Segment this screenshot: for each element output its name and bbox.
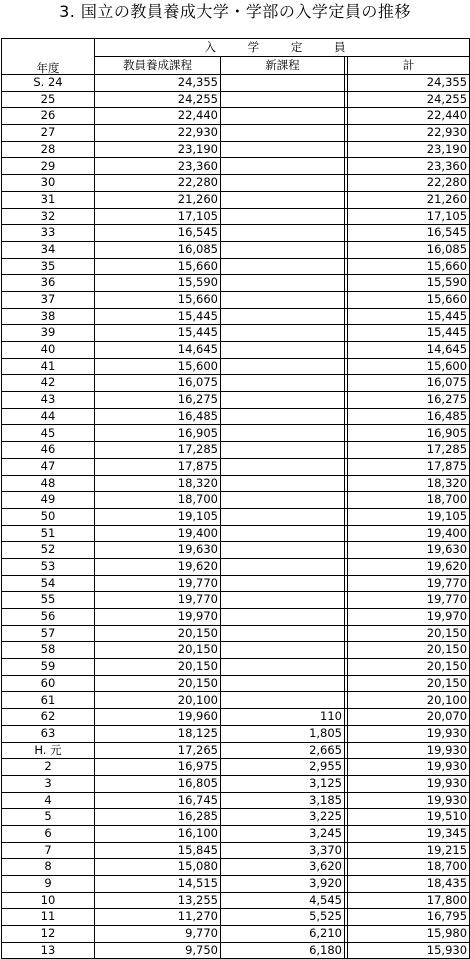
total-cell: 16,905 <box>348 425 470 442</box>
new-course-cell: 3,225 <box>221 809 345 826</box>
new-course-cell <box>221 408 345 425</box>
table-row <box>2 926 470 943</box>
new-course-cell <box>221 208 345 225</box>
year-cell: 25 <box>2 91 95 108</box>
teacher-training-cell: 15,080 <box>95 859 221 876</box>
table-row <box>2 425 470 442</box>
teacher-training-cell: 16,975 <box>95 759 221 776</box>
total-cell: 20,150 <box>348 659 470 676</box>
table-row <box>2 325 470 342</box>
year-cell: 30 <box>2 175 95 192</box>
new-course-cell <box>221 358 345 375</box>
column-header-new-course: 新課程 <box>221 57 345 75</box>
teacher-training-cell: 20,150 <box>95 659 221 676</box>
new-course-cell <box>221 542 345 559</box>
total-cell: 22,440 <box>348 108 470 125</box>
total-cell: 14,645 <box>348 342 470 359</box>
teacher-training-cell: 16,075 <box>95 375 221 392</box>
table-row <box>2 342 470 359</box>
teacher-training-cell: 14,645 <box>95 342 221 359</box>
total-cell: 19,770 <box>348 592 470 609</box>
year-cell: 62 <box>2 709 95 726</box>
teacher-training-cell: 20,100 <box>95 692 221 709</box>
teacher-training-cell: 20,150 <box>95 675 221 692</box>
table-row <box>2 275 470 292</box>
total-cell: 15,445 <box>348 308 470 325</box>
year-cell: 36 <box>2 275 95 292</box>
year-cell: 55 <box>2 592 95 609</box>
teacher-training-cell: 16,275 <box>95 392 221 409</box>
total-cell: 20,150 <box>348 625 470 642</box>
new-course-cell <box>221 258 345 275</box>
year-cell: S. 24 <box>2 75 95 92</box>
total-cell: 20,100 <box>348 692 470 709</box>
table-row <box>2 442 470 459</box>
new-course-cell: 4,545 <box>221 892 345 909</box>
year-cell: 54 <box>2 575 95 592</box>
total-cell: 24,355 <box>348 75 470 92</box>
new-course-cell <box>221 609 345 626</box>
enrollment-table <box>1 38 470 959</box>
teacher-training-cell: 17,875 <box>95 458 221 475</box>
new-course-cell <box>221 659 345 676</box>
new-course-cell <box>221 392 345 409</box>
year-cell: 29 <box>2 158 95 175</box>
teacher-training-cell: 24,255 <box>95 91 221 108</box>
column-header-total: 計 <box>348 57 470 75</box>
new-course-cell <box>221 141 345 158</box>
teacher-training-cell: 19,960 <box>95 709 221 726</box>
total-cell: 16,085 <box>348 241 470 258</box>
teacher-training-cell: 15,660 <box>95 291 221 308</box>
year-cell: 9 <box>2 876 95 893</box>
new-course-cell <box>221 575 345 592</box>
new-course-cell: 110 <box>221 709 345 726</box>
total-cell: 15,980 <box>348 926 470 943</box>
new-course-cell <box>221 642 345 659</box>
new-course-cell <box>221 108 345 125</box>
new-course-cell: 3,370 <box>221 842 345 859</box>
year-cell: 11 <box>2 909 95 926</box>
table-row <box>2 892 470 909</box>
year-cell: 49 <box>2 492 95 509</box>
total-cell: 19,930 <box>348 759 470 776</box>
total-cell: 15,445 <box>348 325 470 342</box>
new-course-cell: 6,210 <box>221 926 345 943</box>
table-row <box>2 508 470 525</box>
table-row <box>2 792 470 809</box>
teacher-training-cell: 9,770 <box>95 926 221 943</box>
total-cell: 19,930 <box>348 725 470 742</box>
new-course-cell <box>221 375 345 392</box>
year-cell: 37 <box>2 291 95 308</box>
total-cell: 16,485 <box>348 408 470 425</box>
year-cell: 12 <box>2 926 95 943</box>
table-row <box>2 392 470 409</box>
year-cell: 6 <box>2 825 95 842</box>
teacher-training-cell: 22,440 <box>95 108 221 125</box>
teacher-training-cell: 17,265 <box>95 742 221 759</box>
total-cell: 16,275 <box>348 392 470 409</box>
total-cell: 15,930 <box>348 942 470 959</box>
total-cell: 19,215 <box>348 842 470 859</box>
year-cell: 46 <box>2 442 95 459</box>
table-row <box>2 709 470 726</box>
new-course-cell: 3,245 <box>221 825 345 842</box>
year-cell: H. 元 <box>2 742 95 759</box>
total-cell: 20,070 <box>348 709 470 726</box>
total-cell: 19,620 <box>348 558 470 575</box>
new-course-cell <box>221 308 345 325</box>
table-row <box>2 525 470 542</box>
total-cell: 19,930 <box>348 742 470 759</box>
teacher-training-cell: 14,515 <box>95 876 221 893</box>
teacher-training-cell: 23,360 <box>95 158 221 175</box>
new-course-cell <box>221 241 345 258</box>
page-title: 3. 国立の教員養成大学・学部の入学定員の推移 <box>59 2 411 21</box>
teacher-training-cell: 17,285 <box>95 442 221 459</box>
table-row <box>2 859 470 876</box>
new-course-cell <box>221 275 345 292</box>
teacher-training-cell: 19,105 <box>95 508 221 525</box>
table-body <box>2 75 470 959</box>
new-course-cell <box>221 675 345 692</box>
total-cell: 20,150 <box>348 675 470 692</box>
teacher-training-cell: 16,905 <box>95 425 221 442</box>
total-cell: 21,260 <box>348 191 470 208</box>
teacher-training-cell: 19,630 <box>95 542 221 559</box>
year-cell: 41 <box>2 358 95 375</box>
year-cell: 5 <box>2 809 95 826</box>
total-cell: 22,930 <box>348 125 470 142</box>
table-row <box>2 825 470 842</box>
total-cell: 19,630 <box>348 542 470 559</box>
year-cell: 45 <box>2 425 95 442</box>
teacher-training-cell: 20,150 <box>95 625 221 642</box>
teacher-training-cell: 24,355 <box>95 75 221 92</box>
teacher-training-cell: 18,125 <box>95 725 221 742</box>
table-row <box>2 775 470 792</box>
table-row <box>2 108 470 125</box>
year-cell: 57 <box>2 625 95 642</box>
new-course-cell: 6,180 <box>221 942 345 959</box>
teacher-training-cell: 15,445 <box>95 325 221 342</box>
teacher-training-cell: 17,105 <box>95 208 221 225</box>
total-cell: 19,970 <box>348 609 470 626</box>
new-course-cell <box>221 175 345 192</box>
total-cell: 17,800 <box>348 892 470 909</box>
total-cell: 23,360 <box>348 158 470 175</box>
new-course-cell: 3,620 <box>221 859 345 876</box>
total-cell: 24,255 <box>348 91 470 108</box>
teacher-training-cell: 16,085 <box>95 241 221 258</box>
table-row <box>2 575 470 592</box>
new-course-cell <box>221 508 345 525</box>
table-row <box>2 125 470 142</box>
table-row <box>2 876 470 893</box>
table-row <box>2 258 470 275</box>
teacher-training-cell: 22,280 <box>95 175 221 192</box>
year-cell: 56 <box>2 609 95 626</box>
teacher-training-cell: 16,545 <box>95 225 221 242</box>
table-row <box>2 742 470 759</box>
year-cell: 8 <box>2 859 95 876</box>
year-cell: 52 <box>2 542 95 559</box>
year-cell: 43 <box>2 392 95 409</box>
total-cell: 17,105 <box>348 208 470 225</box>
year-cell: 61 <box>2 692 95 709</box>
teacher-training-cell: 16,805 <box>95 775 221 792</box>
total-cell: 16,795 <box>348 909 470 926</box>
year-cell: 47 <box>2 458 95 475</box>
new-course-cell <box>221 225 345 242</box>
new-course-cell <box>221 475 345 492</box>
year-cell: 4 <box>2 792 95 809</box>
table-row <box>2 609 470 626</box>
total-cell: 17,285 <box>348 442 470 459</box>
total-cell: 19,400 <box>348 525 470 542</box>
year-cell: 27 <box>2 125 95 142</box>
new-course-cell: 5,525 <box>221 909 345 926</box>
new-course-cell <box>221 342 345 359</box>
table-row <box>2 842 470 859</box>
year-cell: 44 <box>2 408 95 425</box>
total-cell: 19,345 <box>348 825 470 842</box>
teacher-training-cell: 19,970 <box>95 609 221 626</box>
year-cell: 32 <box>2 208 95 225</box>
table-row <box>2 458 470 475</box>
total-cell: 22,280 <box>348 175 470 192</box>
teacher-training-cell: 15,600 <box>95 358 221 375</box>
table-row <box>2 158 470 175</box>
table-row <box>2 208 470 225</box>
new-course-cell <box>221 425 345 442</box>
table-row <box>2 692 470 709</box>
total-cell: 17,875 <box>348 458 470 475</box>
year-cell: 60 <box>2 675 95 692</box>
year-cell: 26 <box>2 108 95 125</box>
teacher-training-cell: 19,770 <box>95 592 221 609</box>
new-course-cell <box>221 191 345 208</box>
year-cell: 42 <box>2 375 95 392</box>
new-course-cell <box>221 325 345 342</box>
table-row <box>2 408 470 425</box>
new-course-cell: 1,805 <box>221 725 345 742</box>
year-cell: 2 <box>2 759 95 776</box>
total-cell: 15,660 <box>348 291 470 308</box>
total-cell: 16,545 <box>348 225 470 242</box>
teacher-training-cell: 21,260 <box>95 191 221 208</box>
teacher-training-cell: 16,745 <box>95 792 221 809</box>
new-course-cell <box>221 692 345 709</box>
total-cell: 19,930 <box>348 792 470 809</box>
teacher-training-cell: 18,700 <box>95 492 221 509</box>
teacher-training-cell: 22,930 <box>95 125 221 142</box>
table-row <box>2 675 470 692</box>
table-row <box>2 625 470 642</box>
year-cell: 39 <box>2 325 95 342</box>
total-cell: 15,590 <box>348 275 470 292</box>
table-row <box>2 308 470 325</box>
year-cell: 10 <box>2 892 95 909</box>
table-row <box>2 942 470 959</box>
new-course-cell <box>221 125 345 142</box>
teacher-training-cell: 19,400 <box>95 525 221 542</box>
new-course-cell: 2,955 <box>221 759 345 776</box>
year-cell: 50 <box>2 508 95 525</box>
year-cell: 38 <box>2 308 95 325</box>
year-cell: 34 <box>2 241 95 258</box>
year-cell: 48 <box>2 475 95 492</box>
teacher-training-cell: 20,150 <box>95 642 221 659</box>
total-cell: 19,930 <box>348 775 470 792</box>
table-row <box>2 492 470 509</box>
new-course-cell <box>221 492 345 509</box>
new-course-cell <box>221 91 345 108</box>
new-course-cell <box>221 458 345 475</box>
teacher-training-cell: 15,445 <box>95 308 221 325</box>
year-cell: 28 <box>2 141 95 158</box>
new-course-cell: 2,665 <box>221 742 345 759</box>
year-cell: 40 <box>2 342 95 359</box>
total-cell: 15,660 <box>348 258 470 275</box>
teacher-training-cell: 15,590 <box>95 275 221 292</box>
total-cell: 20,150 <box>348 642 470 659</box>
year-cell: 58 <box>2 642 95 659</box>
teacher-training-cell: 18,320 <box>95 475 221 492</box>
header-group-enrollment-capacity: 入 学 定 員 <box>95 39 470 57</box>
table-row <box>2 592 470 609</box>
year-cell: 59 <box>2 659 95 676</box>
new-course-cell <box>221 592 345 609</box>
new-course-cell: 3,920 <box>221 876 345 893</box>
total-cell: 19,510 <box>348 809 470 826</box>
table-row <box>2 725 470 742</box>
table-row <box>2 225 470 242</box>
new-course-cell <box>221 625 345 642</box>
year-cell: 3 <box>2 775 95 792</box>
table-row <box>2 191 470 208</box>
column-header-teacher-training: 教員養成課程 <box>95 57 221 75</box>
year-cell: 53 <box>2 558 95 575</box>
teacher-training-cell: 16,100 <box>95 825 221 842</box>
year-cell: 7 <box>2 842 95 859</box>
teacher-training-cell: 16,485 <box>95 408 221 425</box>
new-course-cell <box>221 291 345 308</box>
table-row <box>2 175 470 192</box>
teacher-training-cell: 15,845 <box>95 842 221 859</box>
new-course-cell <box>221 158 345 175</box>
year-cell: 35 <box>2 258 95 275</box>
table-row <box>2 542 470 559</box>
year-cell: 51 <box>2 525 95 542</box>
new-course-cell <box>221 525 345 542</box>
total-cell: 19,105 <box>348 508 470 525</box>
teacher-training-cell: 9,750 <box>95 942 221 959</box>
teacher-training-cell: 23,190 <box>95 141 221 158</box>
teacher-training-cell: 19,770 <box>95 575 221 592</box>
year-cell: 13 <box>2 942 95 959</box>
table-row <box>2 759 470 776</box>
new-course-cell <box>221 75 345 92</box>
table-row <box>2 241 470 258</box>
table-row <box>2 291 470 308</box>
new-course-cell <box>221 442 345 459</box>
new-course-cell: 3,185 <box>221 792 345 809</box>
table-row <box>2 475 470 492</box>
header-row-group <box>2 39 470 57</box>
total-cell: 19,770 <box>348 575 470 592</box>
table-row <box>2 909 470 926</box>
table-row <box>2 75 470 92</box>
total-cell: 15,600 <box>348 358 470 375</box>
total-cell: 23,190 <box>348 141 470 158</box>
total-cell: 18,435 <box>348 876 470 893</box>
new-course-cell <box>221 558 345 575</box>
total-cell: 18,320 <box>348 475 470 492</box>
table-row <box>2 375 470 392</box>
table-row <box>2 642 470 659</box>
table-row <box>2 558 470 575</box>
teacher-training-cell: 19,620 <box>95 558 221 575</box>
total-cell: 18,700 <box>348 859 470 876</box>
table-row <box>2 141 470 158</box>
year-cell: 31 <box>2 191 95 208</box>
total-cell: 18,700 <box>348 492 470 509</box>
column-header-year: 年度 <box>2 39 95 75</box>
new-course-cell: 3,125 <box>221 775 345 792</box>
year-cell: 33 <box>2 225 95 242</box>
total-cell: 16,075 <box>348 375 470 392</box>
teacher-training-cell: 16,285 <box>95 809 221 826</box>
teacher-training-cell: 13,255 <box>95 892 221 909</box>
table-row <box>2 809 470 826</box>
teacher-training-cell: 15,660 <box>95 258 221 275</box>
table-row <box>2 91 470 108</box>
teacher-training-cell: 11,270 <box>95 909 221 926</box>
year-cell: 63 <box>2 725 95 742</box>
table-row <box>2 358 470 375</box>
table-row <box>2 659 470 676</box>
